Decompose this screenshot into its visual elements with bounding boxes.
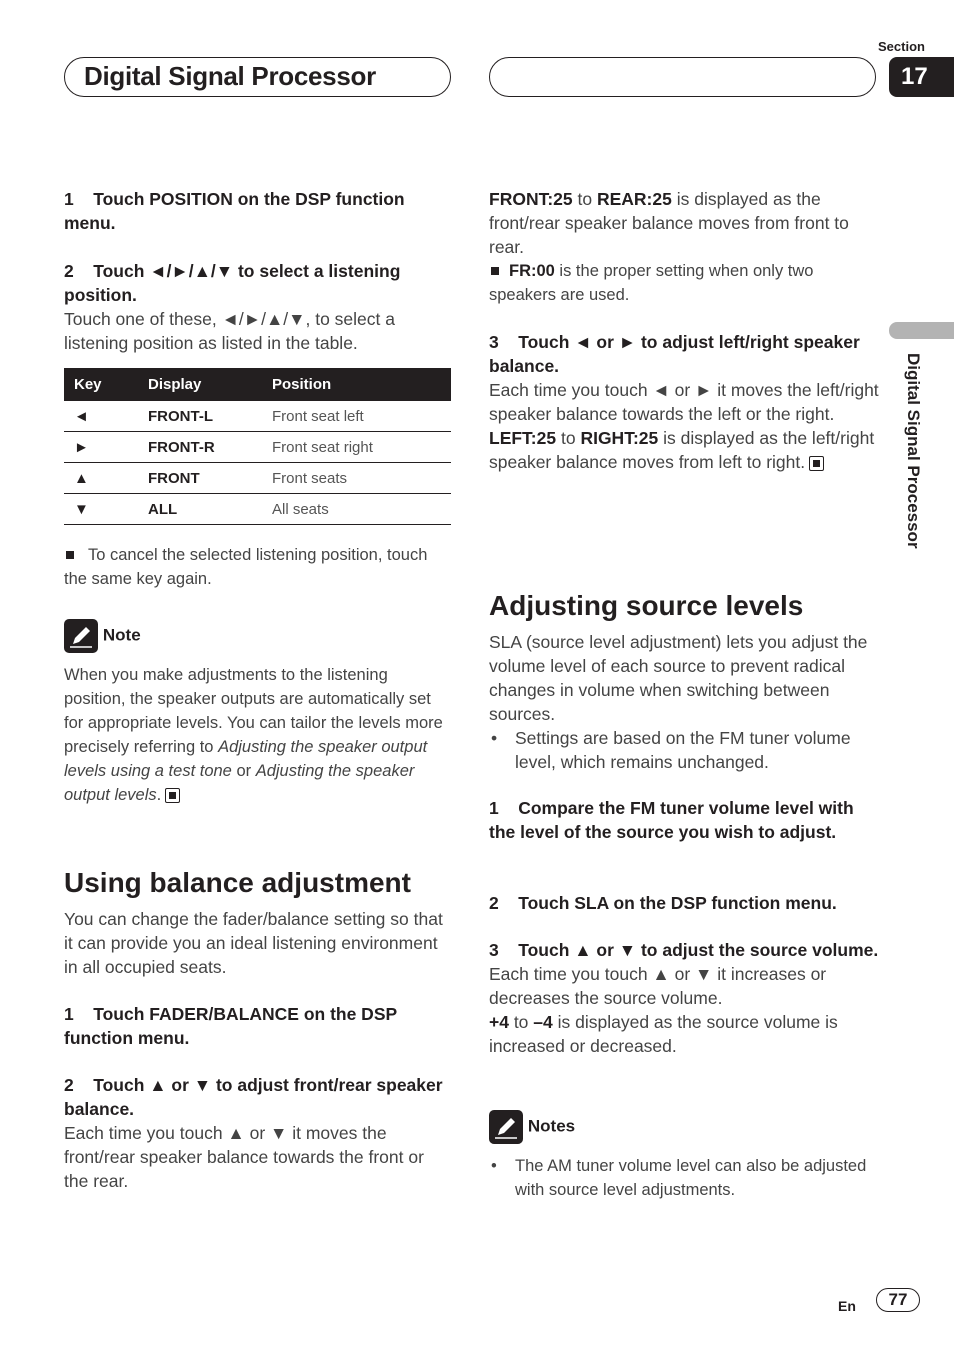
position-cell: Front seat right — [262, 432, 451, 463]
step-text: Touch SLA on the DSP function menu. — [518, 893, 837, 913]
key-cell: ▲ — [64, 463, 138, 494]
sidebar-label — [893, 353, 927, 593]
front-rear-desc: is displayed as the front/rear speaker balance moves from front to rear. — [489, 189, 849, 257]
note-text-c: . — [156, 786, 162, 804]
key-cell: ◄ — [64, 401, 138, 432]
step-text: Touch POSITION on the DSP function menu. — [64, 189, 405, 233]
text-to: to — [572, 189, 597, 209]
key-cell: ▼ — [64, 494, 138, 525]
display-cell: FRONT — [138, 463, 262, 494]
sla-bullet: • Settings are based on the FM tuner volume level, which remains unchanged. — [489, 726, 881, 774]
table-row — [64, 494, 451, 525]
minus-value: –4 — [533, 1012, 553, 1032]
page-number: 77 — [876, 1288, 920, 1312]
section-number: 17 — [889, 57, 954, 97]
step-text: Touch ▲ or ▼ to adjust front/rear speaker balance. — [64, 1075, 443, 1119]
step-body: Touch one of these, ◄/►/▲/▼, to select a listening position as listed in the table. — [64, 309, 395, 353]
balance-heading: Using balance adjustment — [64, 867, 411, 898]
display-cell: ALL — [138, 494, 262, 525]
front-rear-text — [489, 187, 881, 307]
notes-heading: Notes — [527, 1116, 576, 1136]
step-number: 3 — [489, 940, 499, 960]
left-step-1 — [64, 187, 452, 235]
step-text: Touch ◄ or ► to adjust left/right speaker balance. — [489, 332, 860, 376]
pencil-icon — [489, 1110, 523, 1144]
step-number: 1 — [489, 798, 499, 818]
sla-intro: SLA (source level adjustment) lets you adjust the volume level of each source to prevent radical changes in volume when switching between sources. — [489, 632, 868, 724]
table-row — [64, 401, 451, 432]
step-number: 1 — [64, 1004, 74, 1024]
note-text-b: or — [231, 762, 256, 780]
notes-block — [489, 1110, 881, 1202]
front-value: FRONT:25 — [489, 189, 573, 209]
position-cell: Front seat left — [262, 401, 451, 432]
step-number: 2 — [64, 261, 74, 281]
note-link-output-levels: Adjusting the speaker output levels — [64, 762, 415, 804]
notes-bullet: • The AM tuner volume level can also be adjusted with source level adjustments. — [489, 1154, 881, 1202]
left-step-2 — [64, 259, 452, 355]
note-text-a: When you make adjustments to the listening position, the speaker outputs are automatically set for appropriate levels. You can tailor the levels more precisely referring to — [64, 666, 443, 756]
range-desc: is displayed as the source volume is increased or decreased. — [489, 1012, 838, 1056]
end-mark-icon — [809, 456, 824, 471]
plus-value: +4 — [489, 1012, 509, 1032]
balance-step-1 — [64, 1002, 452, 1050]
table-header-position: Position — [262, 368, 451, 401]
note-block — [64, 619, 452, 807]
left-value: LEFT:25 — [489, 428, 557, 448]
step-number: 3 — [489, 332, 499, 352]
step-body: Each time you touch ▲ or ▼ it moves the front/rear speaker balance towards the front or the rear. — [64, 1123, 424, 1191]
sla-intro-block — [489, 630, 881, 774]
sla-heading: Adjusting source levels — [489, 590, 804, 621]
cancel-note — [64, 543, 452, 591]
header-blank-frame — [489, 57, 876, 97]
text-to: to — [508, 1012, 534, 1032]
table-row — [64, 432, 451, 463]
text-to: to — [556, 428, 581, 448]
step-body: Each time you touch ◄ or ► it moves the left/right speaker balance towards the left or the right. — [489, 380, 879, 424]
position-cell: All seats — [262, 494, 451, 525]
sla-step-1 — [489, 796, 881, 844]
balance-step-2 — [64, 1073, 452, 1193]
right-value: RIGHT:25 — [580, 428, 659, 448]
table-header-row — [64, 368, 451, 401]
note-heading: Note — [102, 625, 141, 645]
display-cell: FRONT-R — [138, 432, 262, 463]
position-table — [64, 368, 451, 525]
step-text: Touch ▲ or ▼ to adjust the source volume. — [518, 940, 879, 960]
step-number: 2 — [64, 1075, 74, 1095]
language-label: En — [838, 1298, 856, 1314]
sla-step-2 — [489, 891, 881, 915]
step-text: Compare the FM tuner volume level with the level of the source you wish to adjust. — [489, 798, 854, 842]
step-number: 2 — [489, 893, 499, 913]
square-bullet-icon — [491, 267, 499, 275]
step-body: Each time you touch ▲ or ▼ it increases or decreases the source volume. — [489, 964, 827, 1008]
step-text: Touch FADER/BALANCE on the DSP function menu. — [64, 1004, 397, 1048]
fr-value: FR:00 — [509, 262, 555, 280]
position-cell: Front seats — [262, 463, 451, 494]
display-cell: FRONT-L — [138, 401, 262, 432]
rear-value: REAR:25 — [596, 189, 672, 209]
right-step-3 — [489, 330, 881, 474]
pencil-icon — [64, 619, 98, 653]
step-number: 1 — [64, 189, 74, 209]
cancel-text: To cancel the selected listening position, touch the same key again. — [64, 546, 428, 588]
balance-intro: You can change the fader/balance setting so that it can provide you an ideal listening environment in all occupied seats. — [64, 909, 443, 977]
section-label: Section — [878, 39, 925, 54]
sidebar-tab — [889, 322, 954, 339]
sidebar-label-text: Digital Signal Processor — [904, 353, 923, 549]
table-header-key: Key — [64, 368, 138, 401]
sla-step-3 — [489, 938, 881, 1058]
chapter-title: Digital Signal Processor — [84, 61, 376, 91]
step-text: Touch ◄/►/▲/▼ to select a listening position. — [64, 261, 401, 305]
key-cell: ► — [64, 432, 138, 463]
square-bullet-icon — [66, 551, 74, 559]
note-link-test-tone: Adjusting the speaker output levels using a test tone — [64, 738, 428, 780]
table-header-display: Display — [138, 368, 262, 401]
left-right-desc: is displayed as the left/right speaker balance moves from left to right. — [489, 428, 875, 472]
end-mark-icon — [165, 788, 180, 803]
fr-desc: is the proper setting when only two speakers are used. — [489, 262, 814, 304]
table-row — [64, 463, 451, 494]
